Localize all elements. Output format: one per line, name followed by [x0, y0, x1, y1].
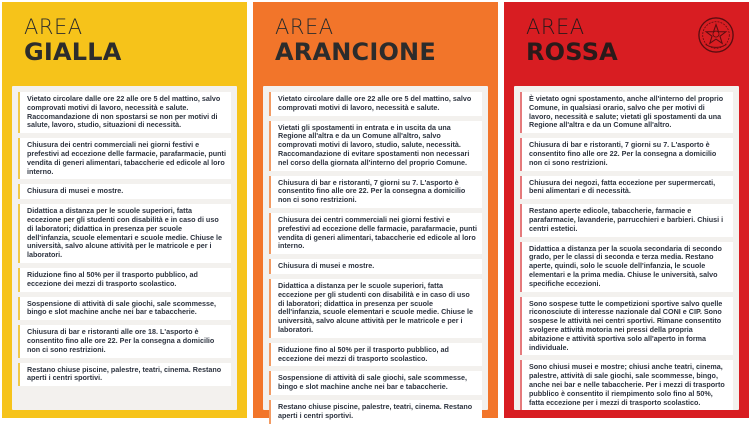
- rule-item: Didattica a distanza per la scuola secondaria di secondo grado, per le classi di seconda e terza media. Restano aperte, quindi, solo le scuole dell'infanzia, le scuole elementari e la prima media. Chiuse le università, salvo specifiche eccezioni.: [520, 242, 733, 292]
- column-area-rossa: [504, 2, 749, 418]
- column-area-gialla: [2, 2, 247, 418]
- rule-item: Vietato circolare dalle ore 22 alle ore 5 del mattino, salvo comprovati motivi di lavoro, necessità e salute.: [269, 92, 482, 116]
- rule-item: Didattica a distanza per le scuole superiori, fatta eccezione per gli studenti con disabilità e in caso di uso di laboratori; didattica in presenza per scuole dell'infanzia, scuole elementari e scuole medie. Chiuse le università, salvo alcune attività per le matricole e per i laboratori.: [18, 204, 231, 263]
- rule-item: Vietati gli spostamenti in entrata e in uscita da una Regione all'altra e da un Comune all'altro, salvo comprovati motivi di lavoro, studio, salute, necessità. Raccomandazione di evitare spostamenti non necessari nel corso della giornata all'interno del proprio Comune.: [269, 121, 482, 171]
- rule-item: Chiusura dei centri commerciali nei giorni festivi e prefestivi ad eccezione delle farmacie, parafarmacie, punti vendita di generi alimentari, tabaccherie ed edicole al loro interno.: [269, 213, 482, 254]
- rule-item: Sospensione di attività di sale giochi, sale scommesse, bingo e slot machine anche nei bar e tabaccherie.: [269, 371, 482, 395]
- rule-item: Chiusura di bar e ristoranti, 7 giorni su 7. L'asporto è consentito fino alle ore 22. Per la consegna a domicilio non ci sono restrizioni.: [269, 176, 482, 208]
- rule-item: Riduzione fino al 50% per il trasporto pubblico, ad eccezione dei mezzi di trasporto scolastico.: [269, 343, 482, 367]
- rule-item: Restano chiuse piscine, palestre, teatri, cinema. Restano aperti i centri sportivi.: [18, 363, 231, 387]
- rules-panel: [263, 86, 488, 420]
- rule-item: Chiusura di bar e ristoranti alle ore 18. L'asporto è consentito fino alle ore 22. Per la consegna a domicilio non ci sono restrizioni.: [18, 325, 231, 357]
- column-header: [275, 16, 488, 72]
- rule-item: Riduzione fino al 50% per il trasporto pubblico, ad eccezione dei mezzi di trasporto scolastico.: [18, 268, 231, 292]
- rules-panel: [12, 86, 237, 410]
- rule-item: Chiusura di musei e mostre.: [269, 259, 482, 274]
- rule-item: Restano aperte edicole, tabaccherie, farmacie e parafarmacie, lavanderie, parrucchieri e barbieri. Chiusi i centri estetici.: [520, 204, 733, 236]
- rule-item: Chiusura di bar e ristoranti, 7 giorni su 7. L'asporto è consentito fino alle ore 22. Per la consegna a domicilio non ci sono restrizioni.: [520, 138, 733, 170]
- rule-item: Chiusura di musei e mostre.: [18, 184, 231, 199]
- rule-item: Vietato circolare dalle ore 22 alle ore 5 del mattino, salvo comprovati motivi di lavoro, necessità e salute. Raccomandazione di non spostarsi se non per motivi di salute, lavoro, studio, situazioni di necessità.: [18, 92, 231, 133]
- italian-republic-emblem-icon: [697, 16, 735, 54]
- area-name: ARANCIONE: [275, 38, 436, 66]
- rule-item: È vietato ogni spostamento, anche all'interno del proprio Comune, in qualsiasi orario, salvo che per motivi di lavoro, necessità e salute; vietati gli spostamenti da una Regione all'altra e da un Comune all'altro.: [520, 92, 733, 133]
- rule-item: Chiusura dei centri commerciali nei giorni festivi e prefestivi ad eccezione delle farmacie, parafarmacie, punti vendita di generi alimentari, tabaccherie ed edicole al loro interno.: [18, 138, 231, 179]
- column-header: [24, 16, 237, 72]
- area-name: GIALLA: [24, 38, 122, 66]
- area-label: AREA: [24, 15, 83, 39]
- rules-panel: [514, 86, 739, 410]
- area-label: AREA: [275, 15, 334, 39]
- column-area-arancione: [253, 2, 498, 418]
- area-name: ROSSA: [526, 38, 618, 66]
- rule-item: Chiusura dei negozi, fatta eccezione per supermercati, beni alimentari e di necessità.: [520, 176, 733, 200]
- rule-item: Restano chiuse piscine, palestre, teatri, cinema. Restano aperti i centri sportivi.: [269, 400, 482, 424]
- rule-item: Sono sospese tutte le competizioni sportive salvo quelle riconosciute di interesse nazionale dal CONI e CIP. Sono sospese le attività nei centri sportivi. Rimane consentito svolgere attività motoria nei pressi della propria abitazione e attività sportiva solo all'aperto in forma individuale.: [520, 297, 733, 356]
- rule-item: Didattica a distanza per le scuole superiori, fatta eccezione per gli studenti con disabilità e in caso di uso di laboratori; didattica in presenza per scuole dell'infanzia, scuole elementari e scuole medie. Chiuse le università, salvo alcune attività per le matricole e per i laboratori.: [269, 279, 482, 338]
- area-label: AREA: [526, 15, 585, 39]
- rule-item: Sospensione di attività di sale giochi, sale scommesse, bingo e slot machine anche nei bar e tabaccherie.: [18, 297, 231, 321]
- rule-item: Sono chiusi musei e mostre; chiusi anche teatri, cinema, palestre, attività di sale giochi, sale scommesse, bingo, anche nei bar e nelle tabaccherie. Per i mezzi di trasporto pubblico è consentito il riempimento solo fino al 50%, fatta eccezione per i mezzi di trasporto scolastico.: [520, 360, 733, 410]
